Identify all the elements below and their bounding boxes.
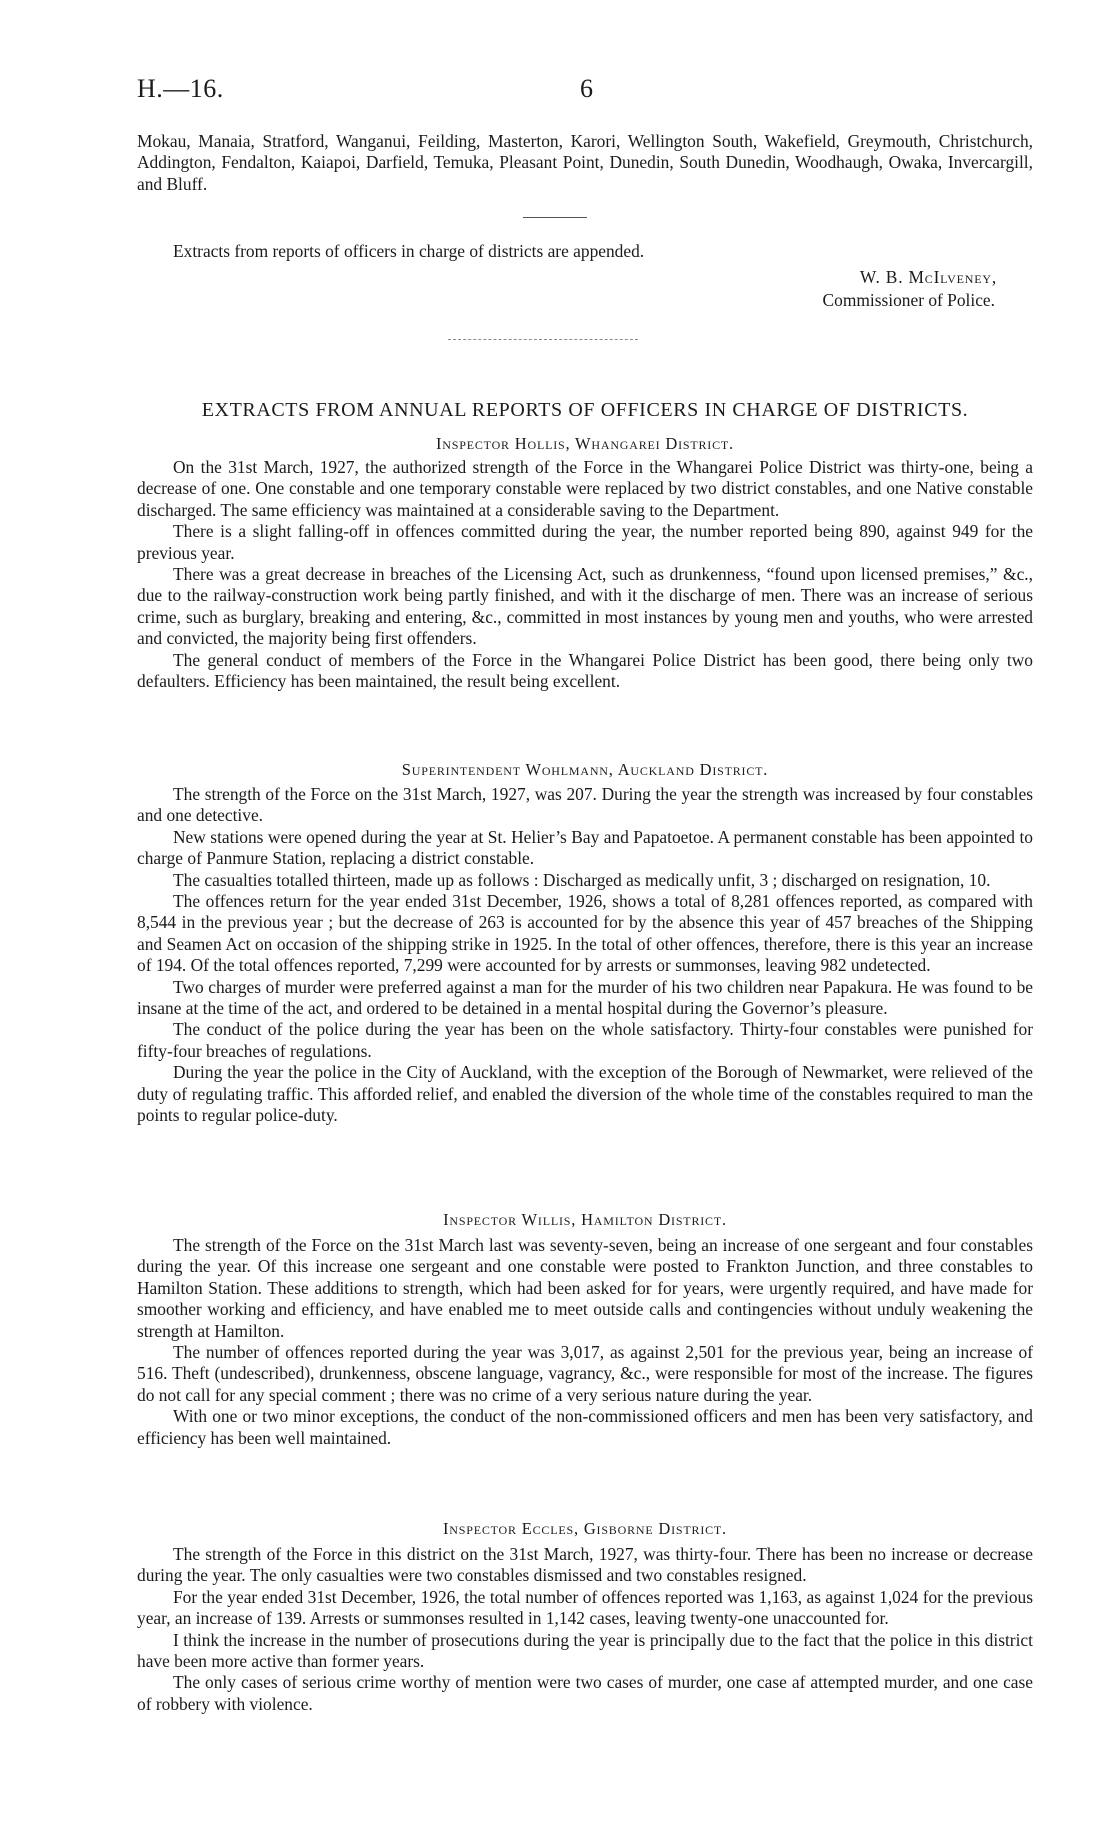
paragraph: There is a slight falling-off in offences committed during the year, the number reported being 890, against 949 for the previous year. (137, 521, 1033, 563)
paragraph: On the 31st March, 1927, the authorized strength of the Force in the Whangarei Police District was thirty-one, being a decrease of one. One constable and one temporary constable were replaced by two district constables, and one Native constable discharged. The same efficiency was maintained at a considerable saving to the Department. (137, 457, 1033, 520)
paragraph: New stations were opened during the year at St. Helier’s Bay and Papatoetoe. A permanent constable has been appointed to charge of Panmure Station, replacing a district constable. (137, 826, 1033, 869)
intro-block (137, 131, 1033, 195)
paragraph: There was a great decrease in breaches of the Licensing Act, such as drunkenness, “found upon licensed premises,” &c., due to the railway-construction work being partly finished, and with it the discharge of men. There was an increase of serious crime, such as burglary, breaking and entering, &c., committed in most instances by young men and youths, who were arrested and convicted, the majority being first offenders. (137, 564, 1033, 649)
section-heading-gisborne: Inspector Eccles, Gisborne District. (443, 1519, 727, 1538)
paragraph: The strength of the Force on the 31st March, 1927, was 207. During the year the strength was increased by four constables and one detective. (137, 784, 1033, 826)
paragraph: Two charges of murder were preferred against a man for the murder of his two children near Papakura. He was found to be insane at the time of the act, and ordered to be detained in a mental hospital during the Governor’s pleasure. (137, 976, 1033, 1019)
paragraph: The number of offences reported during the year was 3,017, as against 2,501 for the previous year, being an increase of 516. Theft (undescribed), drunkenness, obscene language, vagrancy, &c., were responsible for most of the increase. The figures do not call for any special comment ; there was no crime of a very serious nature during the year. (137, 1342, 1033, 1405)
section-heading-whangarei: Inspector Hollis, Whangarei District. (436, 434, 734, 453)
signature-name (137, 267, 997, 288)
paragraph: The general conduct of members of the Force in the Whangarei Police District has been good, there being only two defaulters. Efficiency has been maintained, the result being excellent. (137, 649, 1033, 692)
paragraph: The only cases of serious crime worthy of mention were two cases of murder, one case af attempted murder, and one case of robbery with violence. (137, 1672, 1033, 1714)
section-body-auckland (137, 784, 1033, 1127)
paragraph: The offences return for the year ended 31st December, 1926, shows a total of 8,281 offences reported, as compared with 8,544 in the previous year ; but the decrease of 263 is accounted for by the absence this year of 457 breaches of the Shipping and Seamen Act on occasion of the shipping strike in 1925. In the total of other offences, therefore, there is this year an increase of 194. Of the total offences reported, 7,299 were accounted for by arrests or summonses, leaving 982 undetected. (137, 891, 1033, 976)
paragraph: For the year ended 31st December, 1926, the total number of offences reported was 1,163, as against 1,024 for the previous year, an increase of 139. Arrests or summonses resulted in 1,142 cases, leaving twenty-one unaccounted for. (137, 1586, 1033, 1629)
paragraph: The conduct of the police during the year has been on the whole satisfactory. Thirty-four constables were punished for fifty-four breaches of regulations. (137, 1019, 1033, 1061)
paragraph: The strength of the Force in this district on the 31st March, 1927, was thirty-four. There has been no increase or decrease during the year. The only casualties were two constables dismissed and two constables resigned. (137, 1544, 1033, 1586)
page-number: 6 (580, 74, 593, 103)
paragraph: I think the increase in the number of prosecutions during the year is principally due to the fact that the police in this district have been more active than former years. (137, 1629, 1033, 1672)
main-heading: EXTRACTS FROM ANNUAL REPORTS OF OFFICERS IN CHARGE OF DISTRICTS. (201, 399, 969, 421)
signature-name-text: W. B. McIlveney, (859, 267, 997, 287)
paragraph: During the year the police in the City of Auckland, with the exception of the Borough of Newmarket, were relieved of the duty of regulating traffic. This afforded relief, and enabled the diversion of the whole time of the constables required to man the points to regular police-duty. (137, 1062, 1033, 1126)
section-heading-hamilton: Inspector Willis, Hamilton District. (443, 1210, 727, 1229)
section-body-whangarei (137, 457, 1033, 692)
section-heading-auckland: Superintendent Wohlmann, Auckland District. (401, 760, 769, 779)
section-divider (448, 339, 638, 340)
divider-rule (523, 217, 587, 218)
section-body-hamilton (137, 1235, 1033, 1449)
paragraph: The casualties totalled thirteen, made up as follows : Discharged as medically unfit, 3 ; discharged on resignation, 10. (173, 869, 991, 890)
report-code: H.—16. (137, 74, 224, 103)
paragraph: The strength of the Force on the 31st March last was seventy-seven, being an increase of one sergeant and four constables during the year. Of this increase one sergeant and one constable were posted to Frankton Junction, and three constables to Hamilton Station. These additions to strength, which had been asked for for years, were urgently required, and have made for smoother working and efficiency, and have enabled me to meet outside calls and contingencies without unduly weakening the strength at Hamilton. (137, 1235, 1033, 1341)
extracts-paragraph: Extracts from reports of officers in charge of districts are appended. (173, 241, 645, 261)
extracts-block (137, 241, 1033, 262)
signature-title: Commissioner of Police. (822, 290, 995, 310)
intro-paragraph: Mokau, Manaia, Stratford, Wanganui, Feilding, Masterton, Karori, Wellington South, Wakefield, Greymouth, Christchurch, Addington, Fendalton, Kaiapoi, Darfield, Temuka, Pleasant Point, Dunedin, South Dunedin, Woodhaugh, Owaka, Invercargill, and Bluff. (137, 131, 1033, 194)
section-body-gisborne (137, 1544, 1033, 1715)
paragraph: With one or two minor exceptions, the conduct of the non-commissioned officers and men has been very satisfactory, and efficiency has been well maintained. (137, 1406, 1033, 1448)
